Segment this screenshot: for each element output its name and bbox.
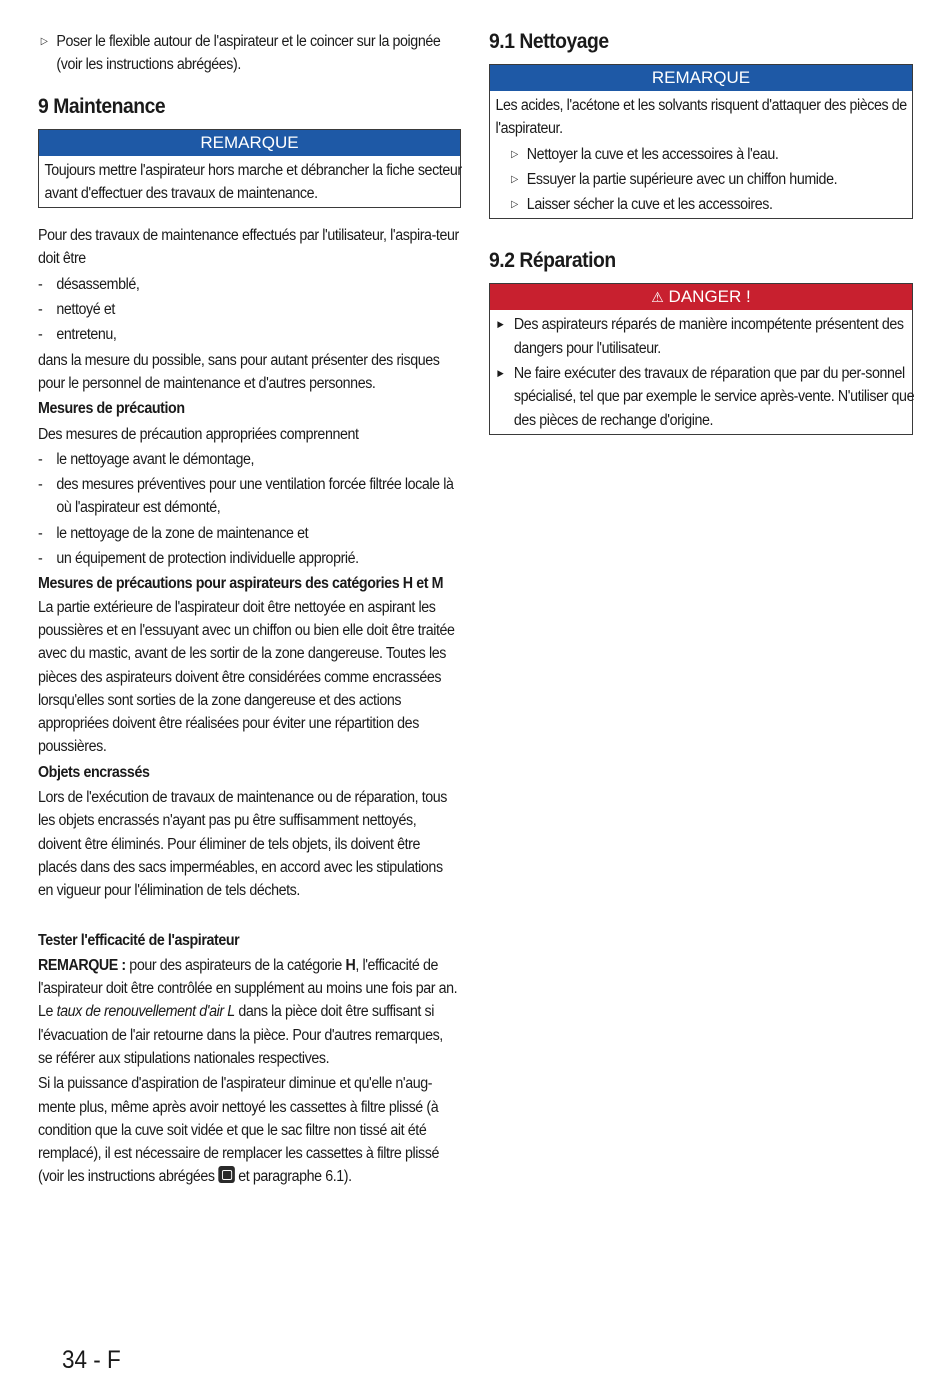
dirty-objects-title: Objets encrassés bbox=[38, 763, 150, 781]
danger-item: ▶ Ne faire exécuter des travaux de réparation que par du per-sonnel spécialisé, tel que par exemple le service après-vente. N'utiliser que des pièces de rechange d'origine. bbox=[490, 362, 917, 432]
danger-header bbox=[490, 284, 912, 310]
hm-title: Mesures de précautions pour aspirateurs des catégories H et M bbox=[38, 575, 444, 593]
danger-box bbox=[489, 283, 913, 434]
test-title: Tester l'efficacité de l'aspirateur bbox=[38, 931, 240, 949]
precaution-item: - le nettoyage de la zone de maintenance et bbox=[38, 522, 460, 545]
hm-text: La partie extérieure de l'aspirateur doit être nettoyée en aspirant les poussières et en l'essuyant avec un chiffon ou bien elle doit être traitée avec du mastic, avant de les sortir de la zone dangereuse. Toutes les pièces des aspirateurs doivent être considérées comme encrassées lorsqu'elles sont sorties de la zone dangereuse et des actions appropriées doivent être réalisées pour éviter une répartition des poussières. bbox=[38, 598, 455, 756]
danger-label: DANGER ! bbox=[668, 287, 751, 307]
test-note bbox=[38, 954, 460, 1001]
maintenance-note-box bbox=[38, 129, 461, 209]
danger-body bbox=[490, 310, 922, 433]
left-text bbox=[38, 30, 460, 77]
cleaning-note-box bbox=[489, 64, 913, 219]
maint-item: - désassemblé, bbox=[38, 273, 460, 296]
test-note-h: H bbox=[345, 956, 356, 974]
suction-end: et paragraphe 6.1). bbox=[234, 1168, 352, 1186]
maint-item: - nettoyé et bbox=[38, 298, 460, 321]
danger-item: ▶ Des aspirateurs réparés de manière incompétente présentent des dangers pour l'utilisateur. bbox=[490, 313, 917, 360]
intro-step: ▷ Poser le flexible autour de l'aspirateur et le coincer sur la poignée (voir les instructions abrégées). bbox=[38, 30, 460, 77]
cleaning-note-header: REMARQUE bbox=[490, 65, 912, 91]
page-number: 34 - F bbox=[62, 1346, 121, 1374]
section-title-cleaning: 9.1 Nettoyage bbox=[489, 30, 609, 53]
cleaning-step: ▷ Laisser sécher la cuve et les accessoires. bbox=[508, 193, 916, 216]
air-post: dans la pièce doit être suffisant si l'évacuation de l'air retourne dans la pièce. Pour d'autres remarques, se référer aux stipulations nationales respectives. bbox=[38, 1003, 443, 1067]
manual-book-icon bbox=[218, 1166, 235, 1183]
precaution-item: - des mesures préventives pour une ventilation forcée filtrée locale là où l'aspirateur est démonté, bbox=[38, 473, 460, 520]
left-column bbox=[38, 30, 461, 1189]
air-em: taux de renouvellement d'air L bbox=[56, 1003, 235, 1021]
cleaning-step: ▷ Nettoyer la cuve et les accessoires à l'eau. bbox=[508, 143, 916, 166]
note-body: Toujours mettre l'aspirateur hors marche et débrancher la fiche secteur avant d'effectuer des travaux de maintenance. bbox=[44, 161, 462, 202]
section-title-maintenance: 9 Maintenance bbox=[38, 94, 166, 118]
air-renewal-text bbox=[38, 1000, 460, 1070]
suction-text bbox=[38, 1072, 460, 1188]
test-note-a: pour des aspirateurs de la catégorie bbox=[125, 956, 346, 974]
precautions-title: Mesures de précaution bbox=[38, 400, 185, 418]
test-note-b: , l'efficacité de l'aspirateur doit être contrôlée en supplément au moins une fois par an. bbox=[38, 956, 458, 998]
precaution-item: - le nettoyage avant le démontage, bbox=[38, 448, 460, 471]
cleaning-step: ▷ Essuyer la partie supérieure avec un chiffon humide. bbox=[508, 168, 916, 191]
maint-item: - entretenu, bbox=[38, 323, 460, 346]
precautions-intro: Des mesures de précaution appropriées comprennent bbox=[38, 425, 359, 443]
note-header: REMARQUE bbox=[39, 130, 460, 156]
suction-main: Si la puissance d'aspiration de l'aspirateur diminue et qu'elle n'aug-mente plus, même après avoir nettoyé les cassettes à filtre plissé (à condition que la cuve soit vidée et que le sac filtre non tissé ait été remplacé), il est nécessaire de remplacer les cassettes à filtre plissé (voir les instructions abrégées bbox=[38, 1075, 439, 1186]
warning-triangle-icon: ⚠ bbox=[651, 289, 664, 306]
right-column bbox=[489, 30, 913, 435]
maint-outro: dans la mesure du possible, sans pour autant présenter des risques pour le personnel de maintenance et d'autres personnes. bbox=[38, 351, 440, 392]
maintenance-body bbox=[38, 224, 460, 1189]
maint-intro: Pour des travaux de maintenance effectués par l'utilisateur, l'aspira-teur doit être bbox=[38, 227, 459, 268]
cleaning-note-text: Les acides, l'acétone et les solvants risquent d'attaquer des pièces de l'aspirateur. bbox=[495, 97, 907, 138]
cleaning-note-body bbox=[490, 91, 922, 218]
test-note-label: REMARQUE : bbox=[38, 956, 126, 974]
section-title-repair: 9.2 Réparation bbox=[489, 249, 616, 273]
air-pre: Le bbox=[38, 1003, 57, 1021]
precaution-item: - un équipement de protection individuelle approprié. bbox=[38, 547, 460, 570]
dirty-objects-text: Lors de l'exécution de travaux de maintenance ou de réparation, tous les objets encrassés n'ayant pas pu être suffisamment nettoyés, doivent être éliminés. Pour éliminer de tels objets, ils doivent être placés dans des sacs imperméables, en accord avec les stipulations en vigueur pour l'élimination de tels déchets. bbox=[38, 789, 447, 900]
